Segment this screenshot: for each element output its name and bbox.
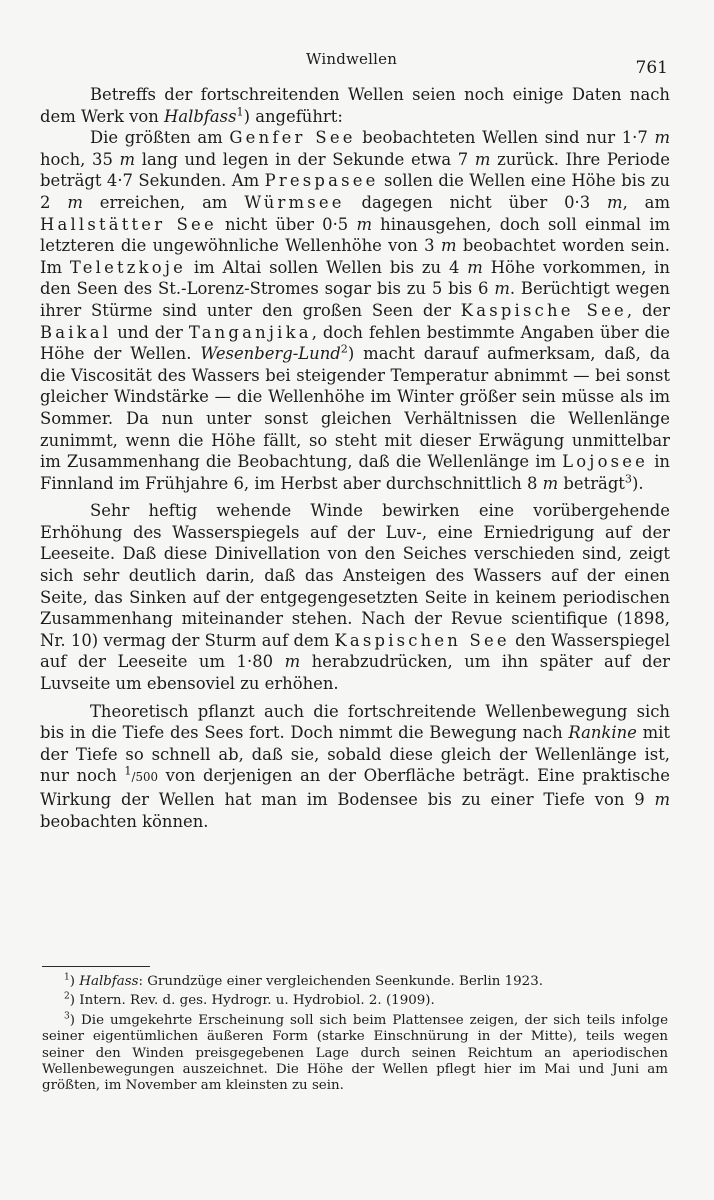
page-header: [0, 48, 714, 78]
spaced-lake-name: Kaspische See: [460, 300, 627, 320]
text-run: erreichen, am: [82, 192, 245, 212]
paragraph-intro: [40, 84, 670, 127]
text-run: beobachteten Wellen sind nur 1·7: [355, 128, 655, 148]
footnote-1: [42, 974, 668, 990]
fraction-numerator: 1: [124, 764, 132, 778]
text-run: dagegen nicht über 0·3: [344, 192, 608, 212]
spaced-lake-name: Prespasee: [264, 171, 379, 191]
spaced-lake-name: Hallstätter See: [40, 214, 217, 234]
spaced-lake-name: Teletzkoje: [69, 257, 187, 277]
footnote-text: Die umgekehrte Erscheinung soll sich beim Plattensee zeigen, der sich teils infolge seiner eigentümlichen äußeren Form (starke Einschnürung in der Mitte), teils wegen seiner den Winden preisgegebenen Lage durch seinen Reichtum an aperiodischen Wellenbewegungen auszeichnet. Die Höhe der Wellen pflegt hier im Mai und Juni am größten, im November am kleinsten zu sein.: [42, 1012, 668, 1094]
footnote-text: Intern. Rev. d. ges. Hydrogr. u. Hydrobiol. 2. (1909).: [79, 993, 435, 1009]
text-run: ).: [632, 473, 644, 493]
text-run: Höhe vorkommen, in den Seen des St.-Lorenz-Stromes sogar bis zu 5 bis 6: [40, 257, 670, 299]
text-run: mit der Tiefe so schnell ab, daß sie, sobald diese gleich der Wellenlänge ist, nur noch: [40, 723, 670, 786]
text-run: in Finnland im Frühjahre 6, im Herbst aber durchschnittlich 8: [40, 452, 670, 493]
text-run: , am: [622, 192, 670, 212]
text-run: Die größten am: [90, 128, 230, 148]
paragraph-wind-setup: [40, 500, 670, 694]
spaced-lake-name: Lojosee: [562, 452, 649, 472]
footnote-ref: 1: [236, 105, 244, 119]
paragraph-depth: [40, 701, 670, 833]
spaced-lake-name: Genfer See: [229, 128, 356, 148]
text-run: und der: [111, 322, 189, 342]
author-name: Halbfass: [164, 106, 237, 126]
footnote-ref: 3: [624, 472, 632, 486]
unit: m: [607, 192, 623, 212]
text-run: hoch, 35: [40, 149, 120, 169]
footnote-text: : Grundzüge einer vergleichenden Seenkunde. Berlin 1923.: [138, 974, 543, 989]
text-run: den Wasserspiegel auf der Leeseite um 1·80: [40, 630, 670, 672]
text-run: im Altai sollen Wellen bis zu 4: [186, 257, 468, 277]
unit: m: [119, 149, 136, 169]
text-run: hinausgehen, doch soll einmal im letzteren die ungewöhnliche Wellenhöhe von 3: [40, 214, 670, 256]
author-name: Wesenberg-Lund: [200, 344, 341, 364]
unit: m: [474, 149, 491, 169]
text-run: Sehr heftig wehende Winde bewirken eine vorübergehende Erhöhung des Wasserspiegels auf der Luv-, eine Erniedrigung auf der Leeseite. Daß diese Dinivellation von den Seiches verschieden sind, zeigt sich sehr deutlich darin, daß das Ansteigen des Wassers auf der einen Seite, das Sinken auf der entgegengesetzten Seite in keinem periodischen Zusammenhang miteinander stehen. Nach der Revue scientifique (1898, Nr. 10) vermag der Sturm auf dem: [40, 501, 670, 650]
footnotes: [42, 974, 668, 1098]
footnote-mark: 1: [64, 972, 70, 983]
author-name: Rankine: [568, 723, 637, 743]
fraction-denominator: /500: [131, 770, 158, 785]
unit: m: [654, 128, 670, 148]
unit: m: [654, 790, 670, 809]
text-run: . Berüchtigt wegen ihrer Stürme sind unter den großen Seen der: [40, 279, 670, 320]
text-run: Theoretisch pflanzt auch die fortschreitende Wellenbewegung sich bis in die Tiefe des Sees fort. Doch nimmt die Bewegung nach: [40, 701, 670, 743]
spaced-lake-name: Kaspischen See: [334, 630, 510, 650]
footnote-paren: ): [69, 1012, 82, 1028]
page-number: 761: [635, 58, 668, 78]
paragraph-lake-waves: [40, 127, 670, 494]
unit: m: [467, 257, 483, 277]
footnote-2: [42, 993, 668, 1009]
unit: m: [440, 236, 457, 256]
unit: m: [67, 192, 83, 212]
footnote-mark: 3: [64, 1011, 70, 1022]
unit: m: [356, 214, 372, 234]
unit: m: [284, 652, 301, 672]
footnote-ref: 2: [340, 342, 348, 356]
footnote-paren: ): [69, 974, 80, 989]
footnote-mark: 2: [64, 991, 70, 1002]
unit: m: [542, 473, 559, 493]
text-run: beträgt: [558, 473, 625, 493]
text-run: , doch fehlen bestimmte Angaben über die Höhe der Wellen.: [40, 322, 671, 364]
footnote-3: [42, 1013, 668, 1095]
main-text: [40, 84, 670, 838]
spaced-lake-name: Baikal: [40, 322, 112, 342]
text-run: beobachten können.: [40, 811, 209, 831]
text-run: Betreffs der fortschreitenden Wellen seien noch einige Daten nach dem Werk von: [40, 85, 670, 126]
footnote-divider: [42, 966, 150, 967]
text-run: von derjenigen an der Oberfläche beträgt. Eine praktische Wirkung der Wellen hat man im Bodensee bis zu einer Tiefe von 9: [40, 766, 671, 809]
text-run: sollen die Wellen eine Höhe bis zu 2: [40, 171, 670, 212]
text-run: nicht über 0·5: [216, 214, 357, 234]
text-run: lang und legen in der Sekunde etwa 7: [135, 149, 475, 169]
text-run: herabzudrücken, um ihn später auf der Luvseite um ebensoviel zu erhöhen.: [40, 652, 670, 694]
text-run: ) angeführt:: [243, 106, 343, 126]
running-title: Windwellen: [306, 50, 398, 68]
text-run: , der: [626, 300, 671, 320]
text-run: ) macht darauf aufmerksam, daß, da die Viscosität des Wassers bei steigender Temperatur abnimmt — bei sonst gleicher Windstärke — die Wellenhöhe im Winter größer sein müsse als im Sommer. Da nun unter sonst gleichen Verhältnissen die Wellenlänge zunimmt, wenn die Höhe fällt, so steht mit dieser Erwägung unmittelbar im Zusammenhang die Beobachtung, daß die Wellenlänge im: [40, 344, 670, 472]
author-name: Halbfass: [79, 974, 139, 989]
footnote-paren: ): [69, 993, 80, 1009]
text-run: beobachtet worden sein. Im: [40, 236, 671, 277]
text-run: zurück. Ihre Periode beträgt 4·7 Sekunden. Am: [40, 149, 670, 191]
spaced-lake-name: Würmsee: [244, 192, 345, 212]
unit: m: [494, 279, 510, 299]
spaced-lake-name: Tanganjika: [188, 322, 312, 342]
